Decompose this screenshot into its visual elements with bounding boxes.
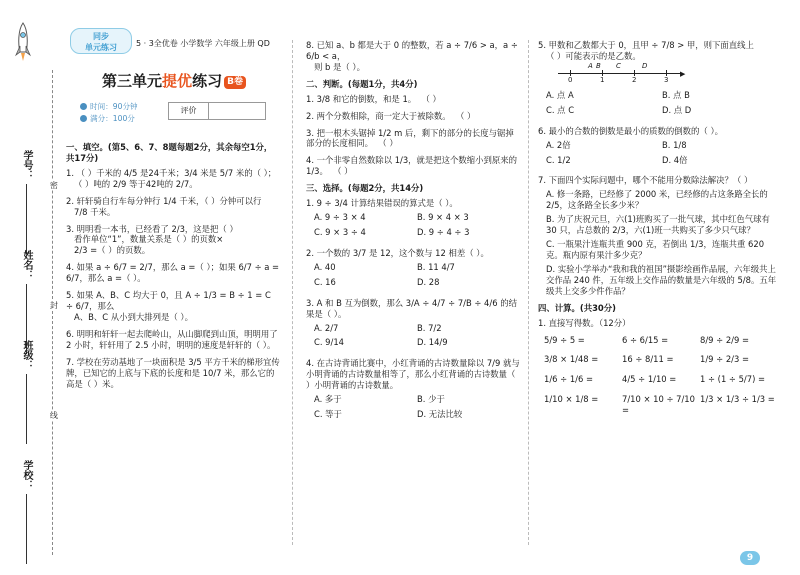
student-number-field[interactable]: 学号： (20, 150, 33, 254)
calc-item[interactable]: 1/6 ÷ 1/6 = (544, 374, 593, 385)
choice-question[interactable]: 1. 9 ÷ 3/4 计算结果错误的算式是（ ）。 A. 9 ÷ 3 × 4 B. 9 × 4 × 3 C. 9 × 3 ÷ 4 D. 9 ÷ 4 ÷ 3 (306, 198, 520, 242)
cut-word: 封 (49, 301, 59, 309)
binding-strip (0, 0, 62, 575)
calc-instruction: 1. 直接写得数。（12分） (538, 317, 631, 328)
option[interactable]: D. 9 ÷ 4 ÷ 3 (417, 226, 470, 237)
question[interactable]: 8. 已知 a、b 都是大于 0 的整数，若 a ÷ 7/6 > a，a ÷ 6/b < a， 则 b 是（ ）。 (306, 40, 518, 72)
section-choice: 三、选择。(每题2分，共14分) (306, 183, 424, 194)
option[interactable]: D. 无法比较 (417, 409, 463, 420)
option[interactable]: A. 40 (314, 261, 336, 272)
series-label: 5 · 3全优卷 小学数学 六年级上册 QD (136, 39, 270, 48)
question[interactable]: 2. 轩轩骑自行车每分钟行 1/4 千米，（ ）分钟可以行 7/8 千米。 (66, 195, 262, 217)
option[interactable]: D. 实验小学举办“我和我的祖国”摄影绘画作品展，六年级共上交作品 240 件，五年级上交作品的数量是六年级的 5/8。五年级共上交多少件作品？ (546, 263, 777, 296)
calc-item[interactable]: 4/5 ÷ 1/10 = (622, 374, 677, 385)
tick-label: 3 (664, 75, 669, 84)
tick-label: 1 (600, 75, 605, 84)
calc-item[interactable]: 7/10 × 10 ÷ 7/10 = (622, 394, 695, 416)
calc-item[interactable]: 1/9 ÷ 2/3 = (700, 354, 749, 365)
option[interactable]: D. 4倍 (662, 154, 688, 165)
option[interactable]: B. 少于 (417, 394, 445, 405)
column-left (66, 140, 280, 396)
option[interactable]: C. 1/2 (546, 154, 571, 165)
calc-item[interactable]: 16 ÷ 8/11 = (622, 354, 674, 365)
section-fill-in: 一、填空。(第5、6、7、8题每题2分，其余每空1分，共17分) (66, 142, 273, 163)
question[interactable]: 3. 明明看一本书，已经看了 2/3，这是把（ ） 看作单位“1”，数量关系是（ ）的页数× 2/3 =（ ）的页数。 (66, 223, 238, 256)
time-info: 时间：90分钟 (80, 102, 138, 112)
calc-item[interactable]: 8/9 ÷ 2/9 = (700, 334, 749, 345)
page-title: 第三单元提优练习 B卷 (84, 70, 264, 92)
arrow-right-icon: ▶ (680, 69, 686, 78)
number-line (558, 61, 688, 86)
option[interactable]: C. 点 C (546, 104, 575, 115)
class-field[interactable]: 班级： (20, 340, 33, 444)
option[interactable]: A. 2/7 (314, 322, 339, 333)
option[interactable]: D. 点 D (662, 104, 692, 115)
choice-question[interactable]: 5. 甲数和乙数都大于 0，且甲 ÷ 7/8 > 甲，则下面直线上 （ ）可能表示的是乙数。 ▶ 0 1 2 3 A B C D A. 点 A B. 点 B C. 点 C D. 点 D (538, 40, 778, 120)
calc-grid (538, 335, 778, 417)
calc-item[interactable]: 1/3 × 1/3 ÷ 1/3 = (700, 394, 775, 405)
option[interactable]: B. 点 B (662, 89, 690, 100)
option[interactable]: A. 9 ÷ 3 × 4 (314, 212, 366, 223)
school-field[interactable]: 学校： (20, 460, 33, 564)
choice-question[interactable]: 4. 在古诗背诵比赛中，小红背诵的古诗数量除以 7/9 就与小明背诵的古诗数量相等了，那么小红背诵的古诗数量（ ）小明背诵的古诗数量。 A. 多于 B. 少于 C. 等于 D. 无法比较 (306, 358, 520, 420)
option[interactable]: C. 16 (314, 276, 336, 287)
option[interactable]: C. 一瓶果汁连瓶共重 900 克，若倒出 1/3，连瓶共重 620 克。瓶内原有果汁多少克？ (546, 239, 765, 260)
judge-item[interactable]: 1. 3/8 和它的倒数，和是 1。 （ ） (306, 93, 441, 104)
calc-item[interactable]: 1/10 × 1/8 = (544, 394, 599, 405)
option[interactable]: B. 11 4/7 (417, 261, 455, 272)
choice-question[interactable]: 6. 最小的合数的倒数是最小的质数的倒数的（ ）。 A. 2倍 B. 1/8 C. 1/2 D. 4倍 (538, 126, 778, 170)
option[interactable]: C. 9 × 3 ÷ 4 (314, 226, 366, 237)
calc-item[interactable]: 6 ÷ 6/15 = (622, 334, 669, 345)
question[interactable]: 7. 学校在劳动基地了一块面积是 3/5 平方千米的梯形宜传牌，已知它的上底与下底的长度和是 10/7 米，那么它的高是（ ）米。 (66, 356, 280, 389)
point-label: D (642, 61, 648, 70)
sync-badge: 同步 单元练习 (70, 28, 132, 54)
tick-label: 0 (568, 75, 573, 84)
clock-icon (80, 103, 87, 110)
option[interactable]: A. 2倍 (546, 139, 571, 150)
full-score-info: 满分：100分 (80, 114, 135, 124)
judge-item[interactable]: 4. 一个非零自然数除以 1/3，就是把这个数缩小到原来的 1/3。 （ ） (306, 155, 518, 177)
name-field[interactable]: 姓名： (20, 250, 33, 354)
option[interactable]: B. 9 × 4 × 3 (417, 212, 469, 223)
option[interactable]: A. 修一条路，已经修了 2000 米，已经修的占这条路全长的 2/5，这条路全长多少米？ (546, 189, 768, 211)
option[interactable]: B. 为了庆祝元旦，六(1)班购买了一批气球，其中红色气球有 30 只，占总数的 2/3，六(1)班一共购买了多少只气球？ (546, 214, 770, 236)
tick-label: 2 (632, 75, 637, 84)
judge-item[interactable]: 2. 两个分数相除，商一定大于被除数。 （ ） (306, 110, 476, 121)
option[interactable]: C. 9/14 (314, 337, 344, 348)
point-label: B (596, 61, 601, 70)
section-calculation: 四、计算。(共30分) (538, 302, 616, 313)
page-number: 9 (740, 551, 760, 565)
column-middle (306, 40, 520, 430)
question[interactable]: 5. 如果 A、B、C 均大于 0，且 A ÷ 1/3 = B ÷ 1 = C ÷ 6/7，那么 A、B、C 从小到大排列是（ ）。 (66, 290, 271, 322)
option[interactable]: B. 1/8 (662, 139, 687, 150)
option[interactable]: D. 28 (417, 276, 440, 287)
option[interactable]: D. 14/9 (417, 337, 448, 348)
cut-line (52, 70, 53, 555)
option[interactable]: B. 7/2 (417, 322, 442, 333)
cut-word: 密 (49, 181, 59, 189)
option[interactable]: A. 多于 (314, 394, 342, 405)
version-tag: B卷 (224, 76, 246, 89)
question[interactable]: 4. 如果 a ÷ 6/7 = 2/7，那么 a =（ ）；如果 6/7 ÷ a = 6/7，那么 a =（ ）。 (66, 262, 280, 284)
point-label: A (588, 61, 593, 70)
section-judge: 二、判断。(每题1分，共4分) (306, 78, 418, 89)
choice-question[interactable]: 3. A 和 B 互为倒数，那么 3/A ÷ 4/7 ÷ 7/B ÷ 4/6 的结果是（ ）。 A. 2/7 B. 7/2 C. 9/14 D. 14/9 (306, 298, 520, 353)
calc-item[interactable]: 5/9 ÷ 5 = (544, 334, 585, 345)
calc-item[interactable]: 1 ÷ (1 ÷ 5/7) = (700, 374, 766, 385)
rocket-icon (14, 22, 32, 62)
point-label: C (616, 61, 621, 70)
cut-word: 线 (49, 411, 59, 419)
column-right (538, 40, 778, 416)
judge-item[interactable]: 3. 把一根木头锯掉 1/2 m 后，剩下的部分的长度与锯掉部分的长度相同。 （ ） (306, 127, 514, 149)
choice-question[interactable]: 2. 一个数的 3/7 是 12，这个数与 12 相差（ ）。 A. 40 B. 11 4/7 C. 16 D. 28 (306, 248, 520, 292)
score-box[interactable]: 评价 (168, 102, 266, 120)
choice-question[interactable]: 7. 下面四个实际问题中，哪个不能用分数除法解决？（ ） A. 修一条路，已经修了 2000 米，已经修的占这条路全长的 2/5，这条路全长多少米？ B. 为了庆祝元旦，六(1)班购买了一批气球，其中红色气球有 30 只，占总数的 2/3，六(1)班一共购买了多少只气球？ C. 一瓶果汁连瓶共重 900 克，若倒出 1/3，连瓶共重 620 克。瓶内原有果汁多少克？ D. 实验小学举办“我和我的祖国”摄影绘画作品展，六年级共上交作品 240 件，五年级上交作品的数量是六年级的 5/8。五年级共上交多少件作品？ (538, 175, 777, 296)
question[interactable]: 1. （ ）千米的 4/5 是24千米；3/4 米是 5/7 米的（ ）； （ ）吨的 2/9 等于42吨的 2/7。 (66, 167, 277, 189)
column-divider (528, 40, 529, 545)
option[interactable]: A. 点 A (546, 89, 574, 100)
score-icon (80, 115, 87, 122)
calc-item[interactable]: 3/8 × 1/48 = (544, 354, 599, 365)
question[interactable]: 6. 明明和轩轩一起去爬岭山，从山脚爬到山顶，明明用了 2 小时，轩轩用了 2.5 小时，明明的速度是轩轩的（ ）。 (66, 328, 278, 350)
option[interactable]: C. 等于 (314, 409, 342, 420)
column-divider (292, 40, 293, 545)
